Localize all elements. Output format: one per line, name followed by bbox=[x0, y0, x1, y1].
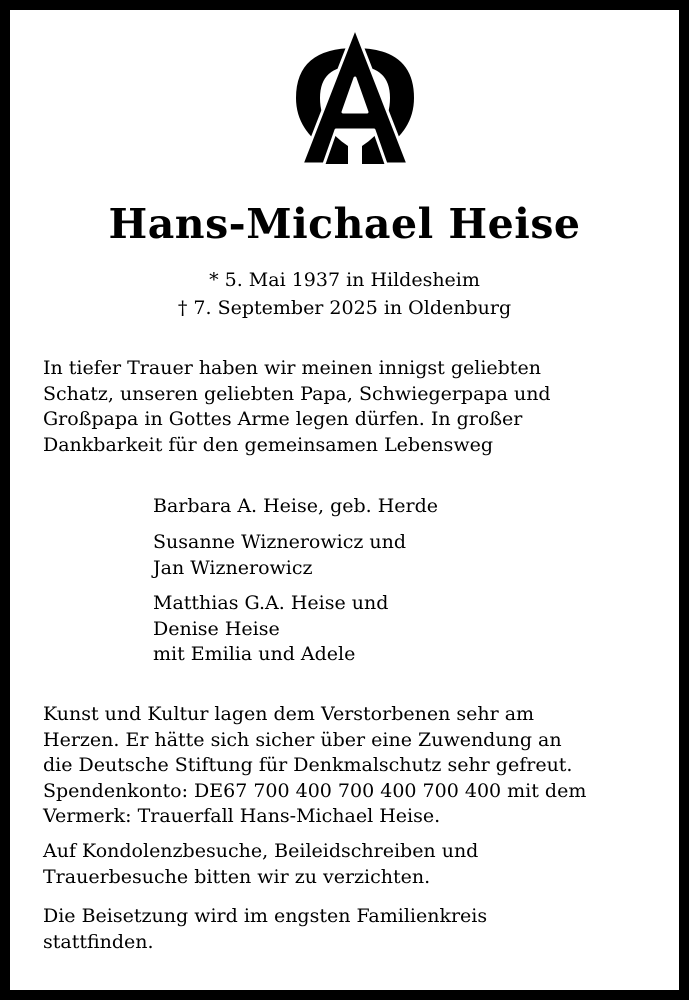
life-dates bbox=[10, 266, 679, 322]
burial-paragraph bbox=[43, 904, 673, 955]
condolence-paragraph bbox=[43, 839, 673, 890]
intro-line: Dankbarkeit für den gemeinsamen Lebensweg bbox=[43, 433, 493, 456]
family-member: mit Emilia und Adele bbox=[153, 643, 356, 665]
birth-date: * 5. Mai 1937 in Hildesheim bbox=[209, 269, 480, 291]
family-member: Matthias G.A. Heise und bbox=[153, 592, 389, 614]
intro-paragraph bbox=[43, 356, 673, 458]
family-group-1 bbox=[153, 494, 653, 520]
intro-line: Schatz, unseren geliebten Papa, Schwiegerpapa und bbox=[43, 382, 551, 405]
condolence-line: Trauerbesuche bitten wir zu verzichten. bbox=[43, 865, 431, 888]
deceased-name: Hans-Michael Heise bbox=[108, 200, 581, 248]
donation-line: Herzen. Er hätte sich sicher über eine Zuwendung an bbox=[43, 728, 562, 751]
family-group-2 bbox=[153, 530, 653, 581]
burial-line: Die Beisetzung wird im engsten Familienkreis bbox=[43, 905, 488, 927]
intro-line: In tiefer Trauer haben wir meinen innigst geliebten bbox=[43, 357, 541, 379]
donation-line: die Deutsche Stiftung für Denkmalschutz sehr gefreut. bbox=[43, 754, 573, 776]
family-member: Susanne Wiznerowicz und bbox=[153, 531, 407, 553]
donation-line: Kunst und Kultur lagen dem Verstorbenen sehr am bbox=[43, 703, 535, 725]
family-group-3 bbox=[153, 591, 653, 668]
donation-line: Vermerk: Trauerfall Hans-Michael Heise. bbox=[43, 805, 441, 827]
donation-paragraph bbox=[43, 702, 673, 830]
condolence-line: Auf Kondolenzbesuche, Beileidschreiben und bbox=[43, 840, 479, 862]
donation-line: Spendenkonto: DE67 700 400 700 400 700 400 mit dem bbox=[43, 779, 587, 802]
family-member: Denise Heise bbox=[153, 617, 280, 640]
family-member: Barbara A. Heise, geb. Herde bbox=[153, 495, 439, 517]
alpha-omega-icon bbox=[284, 24, 426, 170]
death-date: † 7. September 2025 in Oldenburg bbox=[177, 297, 512, 319]
intro-line: Großpapa in Gottes Arme legen dürfen. In großer bbox=[43, 408, 523, 430]
family-member: Jan Wiznerowicz bbox=[153, 556, 313, 579]
burial-line: stattfinden. bbox=[43, 930, 154, 953]
